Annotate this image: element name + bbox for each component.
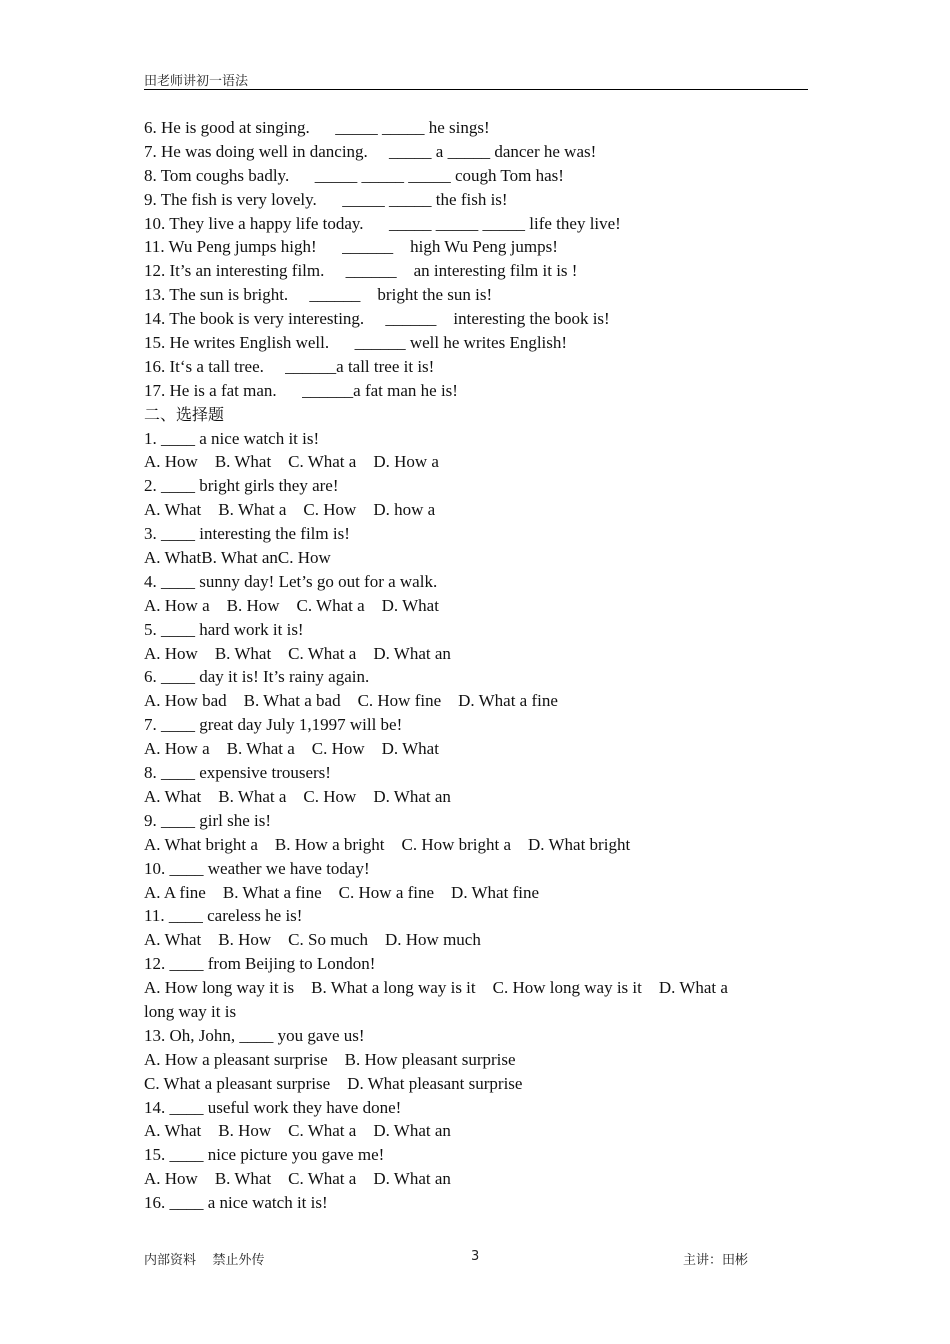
content-line: 二、选择题 <box>144 404 225 424</box>
content-line: 9. The fish is very lovely. _____ _____ the fish is! <box>144 189 508 209</box>
content-line: 7. ____ great day July 1,1997 will be! <box>144 715 403 735</box>
content-line: 14. The book is very interesting. ______ interesting the book is! <box>144 309 610 329</box>
content-line: 2. ____ bright girls they are! <box>144 476 339 496</box>
content-line: 11. Wu Peng jumps high! ______ high Wu Peng jumps! <box>144 237 558 257</box>
footer-lecturer: 主讲：田彬 <box>683 1253 749 1268</box>
content-line: A. How B. What C. What a D. What an <box>144 1169 451 1189</box>
content-line: A. What B. How C. So much D. How much <box>144 930 481 950</box>
content-line: 4. ____ sunny day! Let’s go out for a walk. <box>144 571 438 591</box>
content-line: 15. He writes English well. ______ well he writes English! <box>144 333 568 353</box>
content-line: 11. ____ careless he is! <box>144 906 303 926</box>
content-line: A. How long way it is B. What a long way is it C. How long way is it D. What a <box>144 978 728 998</box>
content-line: 12. It’s an interesting film. ______ an interesting film it is ! <box>144 261 578 281</box>
footer-page-number: 3 <box>471 1249 480 1264</box>
content-line: A. How B. What C. What a D. How a <box>144 452 439 472</box>
content-line: 10. They live a happy life today. _____ _____ _____ life they live! <box>144 213 621 233</box>
content-line: A. How a pleasant surprise B. How pleasant surprise <box>144 1049 516 1069</box>
content-line: 5. ____ hard work it is! <box>144 619 304 639</box>
content-line: A. A fine B. What a fine C. How a fine D. What fine <box>144 882 540 902</box>
content-line: A. What B. What a C. How D. how a <box>144 500 436 520</box>
content-line: A. WhatB. What anC. How <box>144 548 331 568</box>
content-line: 10. ____ weather we have today! <box>144 858 370 878</box>
content-line: C. What a pleasant surprise D. What pleasant surprise <box>144 1073 523 1093</box>
content-line: 16. ____ a nice watch it is! <box>144 1193 328 1213</box>
content-line: A. What B. How C. What a D. What an <box>144 1121 451 1141</box>
content-line: A. How bad B. What a bad C. How fine D. What a fine <box>144 691 558 711</box>
content-line: 16. It‘s a tall tree. ______a tall tree it is! <box>144 356 435 376</box>
content-line: 8. Tom coughs badly. _____ _____ _____ cough Tom has! <box>144 165 564 185</box>
footer-left-note: 内部资料 禁止外传 <box>144 1253 265 1268</box>
content-line: 12. ____ from Beijing to London! <box>144 954 376 974</box>
content-line: A. What bright a B. How a bright C. How bright a D. What bright <box>144 834 631 854</box>
content-line: 8. ____ expensive trousers! <box>144 763 331 783</box>
content-line: 1. ____ a nice watch it is! <box>144 428 320 448</box>
page-header-title: 田老师讲初一语法 <box>144 74 249 89</box>
content-line: A. What B. What a C. How D. What an <box>144 786 451 806</box>
content-line: 14. ____ useful work they have done! <box>144 1097 402 1117</box>
content-line: 13. Oh, John, ____ you gave us! <box>144 1025 365 1045</box>
content-line: long way it is <box>144 1001 237 1021</box>
content-line: 9. ____ girl she is! <box>144 810 272 830</box>
content-line: 7. He was doing well in dancing. _____ a _____ dancer he was! <box>144 141 597 161</box>
header-divider <box>144 89 808 90</box>
exercise-content <box>144 116 816 1215</box>
content-line: 17. He is a fat man. ______a fat man he is! <box>144 380 458 400</box>
content-line: 15. ____ nice picture you gave me! <box>144 1145 385 1165</box>
content-line: 3. ____ interesting the film is! <box>144 524 350 544</box>
content-line: 6. He is good at singing. _____ _____ he sings! <box>144 118 490 137</box>
content-line: A. How a B. How C. What a D. What <box>144 595 439 615</box>
content-line: A. How B. What C. What a D. What an <box>144 643 451 663</box>
content-line: 13. The sun is bright. ______ bright the sun is! <box>144 285 493 305</box>
content-line: A. How a B. What a C. How D. What <box>144 739 439 759</box>
content-line: 6. ____ day it is! It’s rainy again. <box>144 667 370 687</box>
